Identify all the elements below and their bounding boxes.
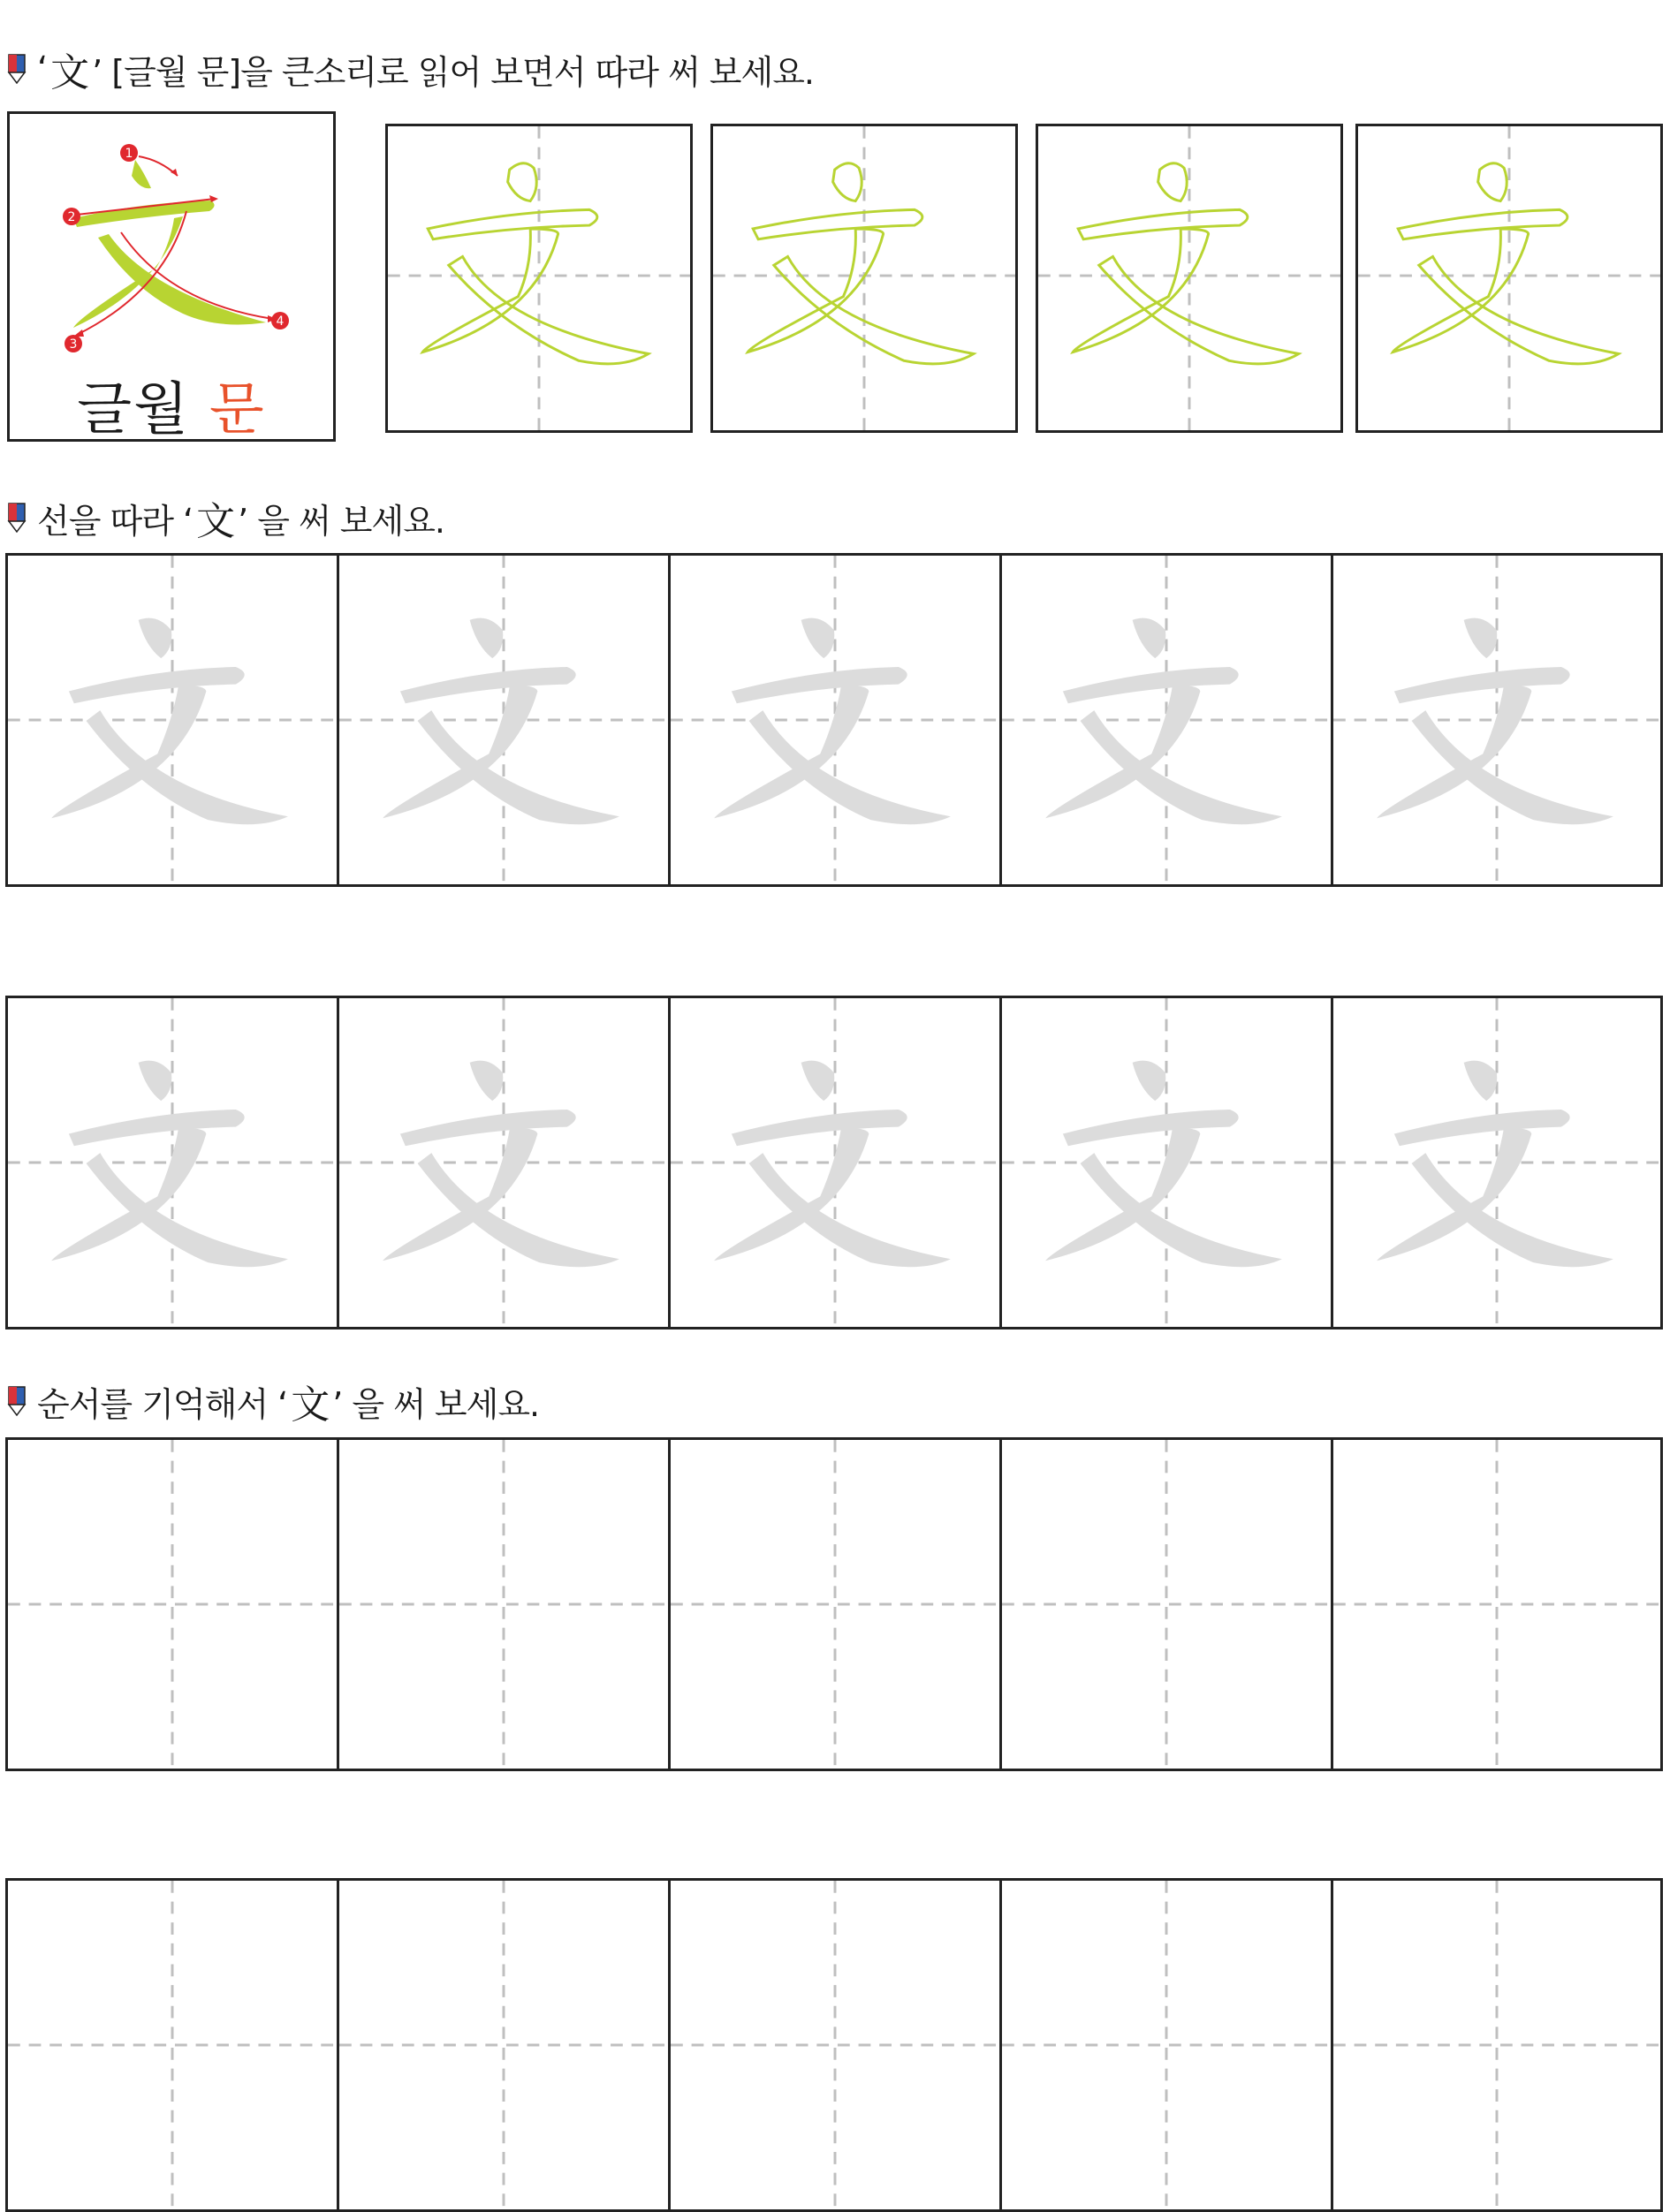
pencil-icon (7, 503, 27, 533)
outline-trace-box[interactable] (1036, 124, 1343, 433)
practice-cell[interactable] (668, 1878, 1002, 2212)
reading-label (10, 364, 333, 445)
outline-char-glyph (388, 126, 690, 430)
stroke-order-diagram (10, 114, 333, 352)
outline-trace-box[interactable] (1355, 124, 1663, 433)
trace-cell[interactable] (5, 996, 339, 1329)
trace-char-glyph (1002, 556, 1331, 884)
practice-cell[interactable] (1331, 1878, 1663, 2212)
grid-guide (339, 1881, 668, 2209)
eum-sound: 문 (209, 377, 266, 443)
trace-char-glyph (1333, 556, 1660, 884)
grid-guide (8, 1440, 337, 1769)
trace-char-glyph (671, 556, 999, 884)
pencil-icon (7, 54, 27, 84)
grid-guide (339, 1440, 668, 1769)
grid-guide (671, 1881, 999, 2209)
instruction-prefix: 순서를 기억해서 ‘ (37, 1384, 288, 1424)
trace-char-glyph (339, 556, 668, 884)
trace-char-glyph (671, 998, 999, 1327)
grid-guide (1333, 1881, 1660, 2209)
instruction-prefix: 선을 따라 ‘ (37, 501, 194, 541)
trace-char-glyph (339, 998, 668, 1327)
hanja-char: 文 (291, 1382, 330, 1428)
trace-cell[interactable] (337, 996, 671, 1329)
stroke-number-2: 2 (67, 210, 76, 224)
grid-guide (671, 1440, 999, 1769)
stroke-number-1: 1 (125, 147, 133, 161)
stroke-number-3: 3 (69, 337, 78, 352)
trace-char-glyph (1002, 998, 1331, 1327)
instruction-text: ’ 을 써 보세요. (238, 501, 445, 541)
trace-row (5, 996, 1663, 1329)
trace-cell[interactable] (999, 553, 1333, 887)
practice-cell[interactable] (5, 1878, 339, 2212)
practice-cell[interactable] (337, 1878, 671, 2212)
practice-cell[interactable] (337, 1437, 671, 1771)
practice-cell[interactable] (5, 1437, 339, 1771)
hun-meaning: 글월 (77, 377, 190, 443)
outline-trace-box[interactable] (385, 124, 693, 433)
instruction-text: ’ 을 써 보세요. (332, 1384, 540, 1424)
outline-char-glyph (713, 126, 1015, 430)
practice-row (5, 1878, 1663, 2212)
trace-cell[interactable] (999, 996, 1333, 1329)
instruction-read-trace (7, 42, 814, 95)
practice-cell[interactable] (999, 1437, 1333, 1771)
instruction-write-memory (7, 1375, 539, 1428)
trace-cell[interactable] (668, 996, 1002, 1329)
instruction-text: ’ [글월 문]을 큰소리로 읽어 보면서 따라 써 보세요. (92, 52, 814, 92)
practice-cell[interactable] (999, 1878, 1333, 2212)
grid-guide (1002, 1440, 1331, 1769)
trace-char-glyph (1333, 998, 1660, 1327)
hanja-char: 文 (50, 50, 89, 95)
practice-row (5, 1437, 1663, 1771)
stroke-number-4: 4 (276, 314, 285, 329)
pencil-icon (7, 1386, 27, 1416)
trace-cell[interactable] (337, 553, 671, 887)
grid-guide (1333, 1440, 1660, 1769)
outline-char-glyph (1038, 126, 1340, 430)
trace-cell[interactable] (1331, 553, 1663, 887)
stroke-order-reference (7, 111, 336, 442)
instruction-prefix: ‘ (37, 49, 48, 88)
trace-cell[interactable] (668, 553, 1002, 887)
trace-cell[interactable] (1331, 996, 1663, 1329)
practice-cell[interactable] (1331, 1437, 1663, 1771)
practice-cell[interactable] (668, 1437, 1002, 1771)
trace-char-glyph (8, 998, 337, 1327)
trace-row (5, 553, 1663, 887)
trace-char-glyph (8, 556, 337, 884)
instruction-trace-lines (7, 491, 444, 544)
grid-guide (1002, 1881, 1331, 2209)
grid-guide (8, 1881, 337, 2209)
outline-trace-box[interactable] (710, 124, 1018, 433)
trace-cell[interactable] (5, 553, 339, 887)
outline-char-glyph (1358, 126, 1660, 430)
hanja-char: 文 (196, 499, 235, 544)
